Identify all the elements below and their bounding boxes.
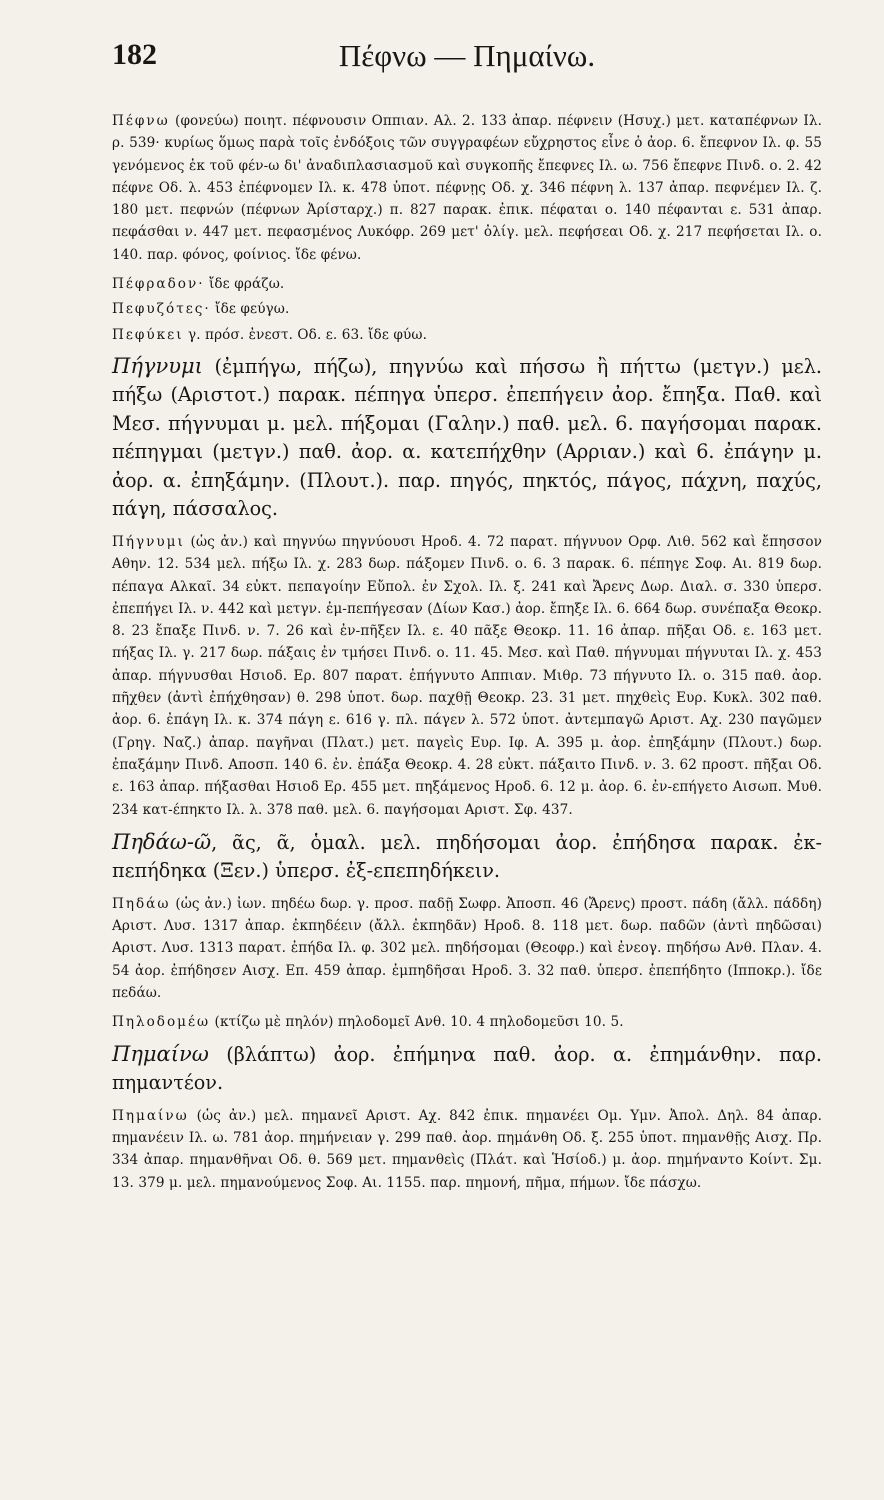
entry-pelodomeo xyxy=(112,1011,822,1033)
entry-lemma: Πηδάω xyxy=(112,895,171,912)
page-number: 182 xyxy=(112,38,157,71)
entry-headword: Πήγνυμι xyxy=(112,353,203,378)
entry-pefykei xyxy=(112,324,822,346)
entry-text: (ὡς ἀν.) καὶ πηγνύω πηγνύουσι Ηροδ. 4. 72 παρατ. πήγνυον Ορφ. Λιθ. 562 καὶ ἔπησσον Αθην. 12. 534 μελ. πήξω Ιλ. χ. 283 δωρ. πάξομεν Πινδ. ο. 6. 3 παρακ. 6. πέπηγε Σοφ. Αι. 819 δωρ. πέπαγα Αλκαῖ. 34 εὐκτ. πεπαγοίην Εὔπολ. ἐν Σχολ. Ιλ. ξ. 241 καὶ Ἄρενς Δωρ. Διαλ. σ. 330 ὑπερσ. ἐπεπήγει Ιλ. ν. 442 καὶ μετγν. ἐμ-πεπήγεσαν (Δίων Κασ.) ἀορ. ἔπηξε Ιλ. 6. 664 δωρ. συνέπαξα Θεοκρ. 8. 23 ἔπαξε Πινδ. ν. 7. 26 καὶ ἐν-πῆξεν Ιλ. ε. 40 πᾶξε Θεοκρ. 11. 16 ἀπαρ. πῆξαι Οδ. ε. 163 μετ. πήξας Ιλ. γ. 217 δωρ. πάξαις ἐν τμήσει Πινδ. ο. 11. 45. Μεσ. καὶ Παθ. πήγνυμαι πήγνυται Ιλ. χ. 453 ἀπαρ. πήγνυσθαι Ησιοδ. Ερ. 807 παρατ. ἐπήγνυτο Αππιαν. Μιθρ. 73 πήγνυτο Ιλ. ο. 315 παθ. ἀορ. πῆχθεν (ἀντὶ ἐπήχθησαν) θ. 298 ὑποτ. δωρ. παχθῇ Θεοκρ. 23. 31 μετ. πηχθεὶς Ευρ. Κυκλ. 302 παθ. ἀορ. 6. ἐπάγη Ιλ. κ. 374 πάγη ε. 616 γ. πλ. πάγεν λ. 572 ὑποτ. ἀντεμπαγῶ Αριστ. Αχ. 230 παγῶμεν (Γρηγ. Ναζ.) ἀπαρ. παγῆναι (Πλατ.) μετ. παγεὶς Ευρ. Ιφ. Α. 395 μ. ἀορ. ἐπηξάμην (Πλουτ.) δωρ. ἐπαξάμην Πινδ. Αποσπ. 140 6. ἐν. ἐπάξα Θεοκρ. 4. 28 εὐκτ. πάξαιτο Πινδ. ν. 3. 62 προστ. πῆξαι Οδ. ε. 163 ἀπαρ. πήξασθαι Ησιοδ Ερ. 455 μετ. πηξάμενος Ηροδ. 6. 12 μ. ἀορ. 6. ἐν-επήγετο Αισωπ. Μυθ. 234 κατ-έπηκτο Ιλ. λ. 378 παθ. μελ. 6. παγήσομαι Αριστ. Σφ. 437. xyxy=(112,533,822,818)
entry-pefyzotes xyxy=(112,298,822,320)
entry-text: (κτίζω μὲ πηλόν) πηλοδομεῖ Ανθ. 10. 4 πηλοδομεῦσι 10. 5. xyxy=(210,1014,624,1031)
entry-lemma: Πήγνυμι xyxy=(112,533,185,550)
entry-text: (βλάπτω) ἀορ. ἐπήμηνα παθ. ἀορ. α. ἐπημάνθην. παρ. πημαντέον. xyxy=(112,1042,822,1095)
entry-lemma: Πέφνω xyxy=(112,113,170,129)
entry-text: (ἐμπήγω, πήζω), πηγνύω καὶ πήσσω ἢ πήττω (μετγν.) μελ. πήξω (Αριστοτ.) παρακ. πέπηγα ὑπερσ. ἐπεπήγειν ἀορ. ἔπηξα. Παθ. καὶ Μεσ. πήγνυμαι μ. μελ. πήξομαι (Γαλην.) παθ. μελ. 6. παγήσομαι παρακ. πέπηγμαι (μετγν.) παθ. ἀορ. α. κατεπήχθην (Αρριαν.) καὶ 6. ἐπάγην μ. ἀορ. α. ἐπηξάμην. (Πλουτ.). παρ. πηγός, πηκτός, πάγος, πάχνη, παχύς, πάγη, πάσσαλος. xyxy=(112,354,822,521)
entry-pemaino-citations xyxy=(112,1105,822,1194)
entry-text: (ὡς ἀν.) μελ. πημανεῖ Αριστ. Αχ. 842 ἐπικ. πημανέει Ομ. Υμν. Ἀπολ. Δηλ. 84 ἀπαρ. πημανέειν Ιλ. ω. 781 ἀορ. πημήνειαν γ. 299 παθ. ἀορ. πημάνθη Οδ. ξ. 255 ὑποτ. πημανθῇς Αισχ. Πρ. 334 ἀπαρ. πημανθῆναι Οδ. θ. 569 μετ. πημανθεὶς (Πλάτ. καὶ Ἡσίοδ.) μ. ἀορ. πημήναντο Κοίντ. Σμ. 13. 379 μ. μελ. πημανούμενος Σοφ. Αι. 1155. παρ. πημονή, πῆμα, πήμων. ἴδε πάσχω. xyxy=(112,1107,822,1191)
entry-pefradon xyxy=(112,273,822,295)
running-head: Πέφνω — Πημαίνω. xyxy=(338,38,596,73)
entry-lemma: Πηλοδομέω xyxy=(112,1014,211,1031)
entry-lemma: Πεφυζότες· xyxy=(112,301,211,318)
entry-lemma: Πημαίνω xyxy=(112,1107,189,1124)
entry-text: γ. πρόσ. ἐνεστ. Οδ. ε. 63. ἴδε φύω. xyxy=(183,326,427,343)
entry-pedao-summary xyxy=(112,828,822,886)
entry-pedao-citations xyxy=(112,893,822,1004)
entry-text: (ὡς ἀν.) ἰων. πηδέω δωρ. γ. προσ. παδῇ Σωφρ. Ἀποσπ. 46 (Ἄρενς) προστ. πάδη (ἄλλ. πάδδη) Αριστ. Λυσ. 1317 ἀπαρ. ἐκπηδέειν (ἄλλ. ἐκπηδᾶν) Ηροδ. 8. 118 μετ. δωρ. παδῶν (ἀντὶ πηδῶσαι) Αριστ. Λυσ. 1313 παρατ. ἐπήδα Ιλ. φ. 302 μελ. πηδήσομαι (Θεοφρ.) καὶ ἐνεογ. πηδήσω Ανθ. Πλαν. 4. 54 ἀορ. ἐπήδησεν Αισχ. Επ. 459 ἀπαρ. ἐμπηδῆσαι Ηροδ. 3. 32 παθ. ὑπερσ. ἐπεπήδητο (Ιπποκρ.). ἴδε πεδάω. xyxy=(112,895,822,1002)
entry-text: (φονεύω) ποιητ. πέφνουσιν Οππιαν. Αλ. 2. 133 ἀπαρ. πέφνειν (Ησυχ.) μετ. καταπέφνων Ιλ. ρ. 539· κυρίως ὅμως παρὰ τοῖς ἐνδόξοις τῶν συγγραφέων εὔχρηστος εἶνε ὁ ἀορ. 6. ἔπεφνον Ιλ. φ. 55 γενόμενος ἐκ τοῦ φέν-ω δι' ἀναδιπλασιασμοῦ καὶ συγκοπῆς ἔπεφνες Ιλ. ω. 756 ἔπεφνε Πινδ. ο. 2. 42 πέφνε Οδ. λ. 453 ἐπέφνομεν Ιλ. κ. 478 ὑποτ. πέφνῃς Οδ. χ. 346 πέφνη λ. 137 ἀπαρ. πεφνέμεν Ιλ. ζ. 180 μετ. πεφνών (πέφνων Ἀρίσταρχ.) π. 827 παρακ. ἐπικ. πέφαται ο. 140 πέφανται ε. 531 ἀπαρ. πεφάσθαι ν. 447 μετ. πεφασμένος Λυκόφρ. 269 μετ' ὀλίγ. μελ. πεφήσεαι Οδ. χ. 217 πεφήσεται Ιλ. ο. 140. παρ. φόνος, φοίνιος. ἴδε φένω. xyxy=(112,113,822,263)
entry-headword: Πηδάω-ῶ xyxy=(112,829,212,854)
entry-lemma: Πεφύκει xyxy=(112,326,184,343)
entry-lemma: Πέφραδον· xyxy=(112,276,205,293)
entry-headword: Πημαίνω xyxy=(112,1041,209,1066)
entry-text: ἴδε φεύγω. xyxy=(210,301,290,318)
entry-pegnymi-citations xyxy=(112,531,822,821)
entry-pemaino-summary xyxy=(112,1040,822,1098)
entry-pefno xyxy=(112,110,822,266)
entry-pegnymi-summary xyxy=(112,352,822,524)
entry-text: , ᾶς, ᾶ, ὁμαλ. μελ. πηδήσομαι ἀορ. ἐπήδησα παρακ. ἐκ-πεπήδηκα (Ξεν.) ὑπερσ. ἐξ-επεπηδήκειν. xyxy=(112,830,822,883)
entry-text: ἴδε φράζω. xyxy=(204,276,285,293)
page-header xyxy=(112,38,822,92)
